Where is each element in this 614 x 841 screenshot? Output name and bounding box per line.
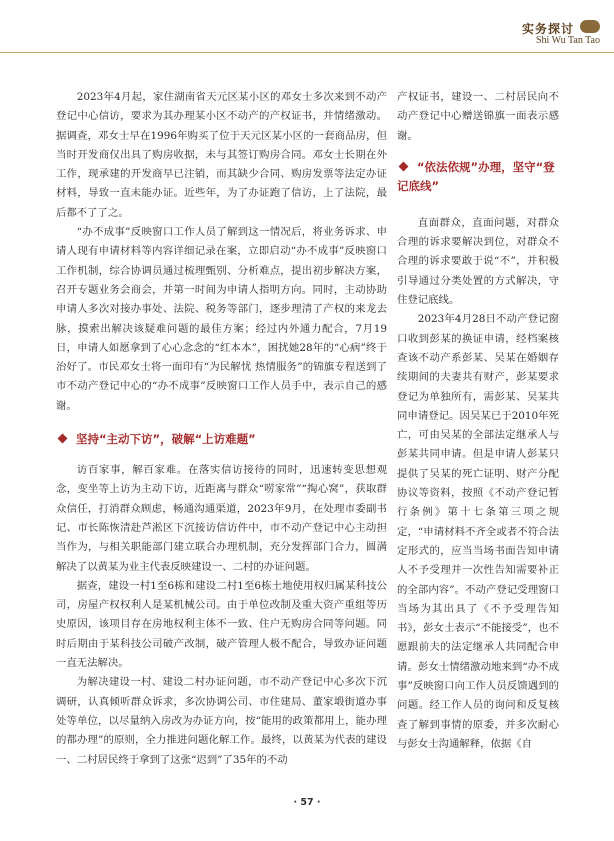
paragraph: 据查，建设一村1至6栋和建设二村1至6栋土地使用权归属某科技公司，房屋产权权利人是某机械公司。由于单位改制及重大资产重组等历史原因，该项目存在房地权利主体不一致、住户无购房合同等问题。同时后期由于某科技公司破产改制，破产管理人极不配合，导致办证问题一直无法解决。 (56, 579, 387, 670)
paragraph: 为解决建设一村、建设二村办证问题，市不动产登记中心多次下沉调研，认真倾听群众诉求，多次协调公司、市住建局、董家塅街道办事处等单位，以尽量纳入房改为办证方向，按“能用的政策都用上，能办理的都办理”的原则，全力推进问题化解工作。最终，以黄某为代表的建设一、二村居民终于拿到了这张“迟到”了35年的不动 (56, 676, 387, 766)
paragraph: 直面群众，直面问题，对群众合理的诉求要解决到位，对群众不合理的诉求要敢于说“不”，并积极引导通过分类处置的方式解决，守住登记底线。 (397, 216, 559, 307)
section-heading (56, 430, 387, 449)
section-heading (397, 158, 559, 196)
diamond-bullet-icon (58, 434, 68, 444)
left-column (56, 88, 387, 770)
right-column (397, 88, 559, 754)
page-number: · 57 · (293, 797, 321, 808)
section-logo-icon (580, 20, 600, 33)
paragraph: 2023年4月起，家住湖南省天元区某小区的邓女士多次来到不动产登记中心信访，要求为其办理某小区不动产的产权证书，并情绪激动。据调查，邓女士早在1996年购买了位于天元区某小区的一套商品房，但当时开发商仅出具了购房收据，未与其签订购房合同。邓女士长期在外工作，现承建的开发商早已注销，而其缺少合同、购房发票等法定办证材料，导致一直未能办证。近些年，为了办证跑了信访，上了法院，最后都不了了之。 (56, 91, 387, 219)
paragraph: 2023年4月28日不动产登记窗口收到彭某的换证申请，经档案核查该不动产系彭某、吴某在婚姻存续期间的夫妻共有财产，彭某要求登记为单独所有，需彭某、吴某共同申请登记。因吴某已于2010年死亡，可由吴某的全部法定继承人与彭某共同申请。但是申请人彭某只提供了吴某的死亡证明、财产分配协议等资料，按照《不动产登记暂行条例》第十七条第三项之规定，“申请材料不齐全或者不符合法定形式的，应当当场书面告知申请人不予受理并一次性告知需要补正的全部内容”。不动产登记受理窗口当场为其出具了《不予受理告知书》，彭女士表示“不能接受”，也不愿跟前夫的法定继承人共同配合申请。彭女士情绪激动地来到“办不成事”反映窗口向工作人员反馈遇到的问题。经工作人员的询问和反复核查了解到事情的原委，并多次耐心与彭女士沟通解释，依据《自 (397, 313, 559, 750)
section-pinyin: Shi Wu Tan Tao (535, 35, 600, 46)
paragraph: “办不成事”反映窗口工作人员了解到这一情况后，将业务诉求、申请人现有申请材料等内容详细记录在案，立即启动“办不成事”反映窗口工作机制，综合协调员通过梳理甄别、分析难点，提出初步解决方案，召开专题业务会商会，并第一时间为申请人指明方向。同时，主动协助申请人多次对接办事处、法院、税务等部门，逐步理清了产权的来龙去脉，摸索出解决该疑难问题的最佳方案；经过内外通力配合，7月19日，申请人如愿拿到了心心念念的“红本本”，困扰她28年的“心病”终于治好了。市民邓女士将一面印有“为民解忧 热情服务”的锦旗专程送到了市不动产登记中心的“办不成事”反映窗口工作人员手中，表示自己的感谢。 (56, 226, 387, 412)
header-rule (0, 52, 614, 53)
paragraph: 产权证书，建设一、二村居民向不动产登记中心赠送锦旗一面表示感谢。 (397, 91, 559, 142)
section-heading-text: 坚持“主动下访”，破解“上访难题” (76, 432, 256, 447)
section-title: 实务探讨 (521, 22, 574, 36)
diamond-bullet-icon (399, 161, 409, 171)
section-heading-text: “依法依规”办理，坚守“登记底线” (397, 159, 555, 193)
paragraph: 访百家事，解百家难。在落实信访接待的同时，迅速转变思想观念，变坐等上访为主动下访，近距离与群众“唠家常”“掏心窝”，获取群众信任，打消群众顾虑，畅通沟通渠道，2023年9月，在处理市委副书记、市长陈恢清赴芦淞区下沉接访信访件中，市不动产登记中心主动担当作为，与相关职能部门建立联合办理机制，充分发挥部门合力，圆满解决了以黄某为业主代表反映建设一、二村的办证问题。 (56, 464, 387, 573)
